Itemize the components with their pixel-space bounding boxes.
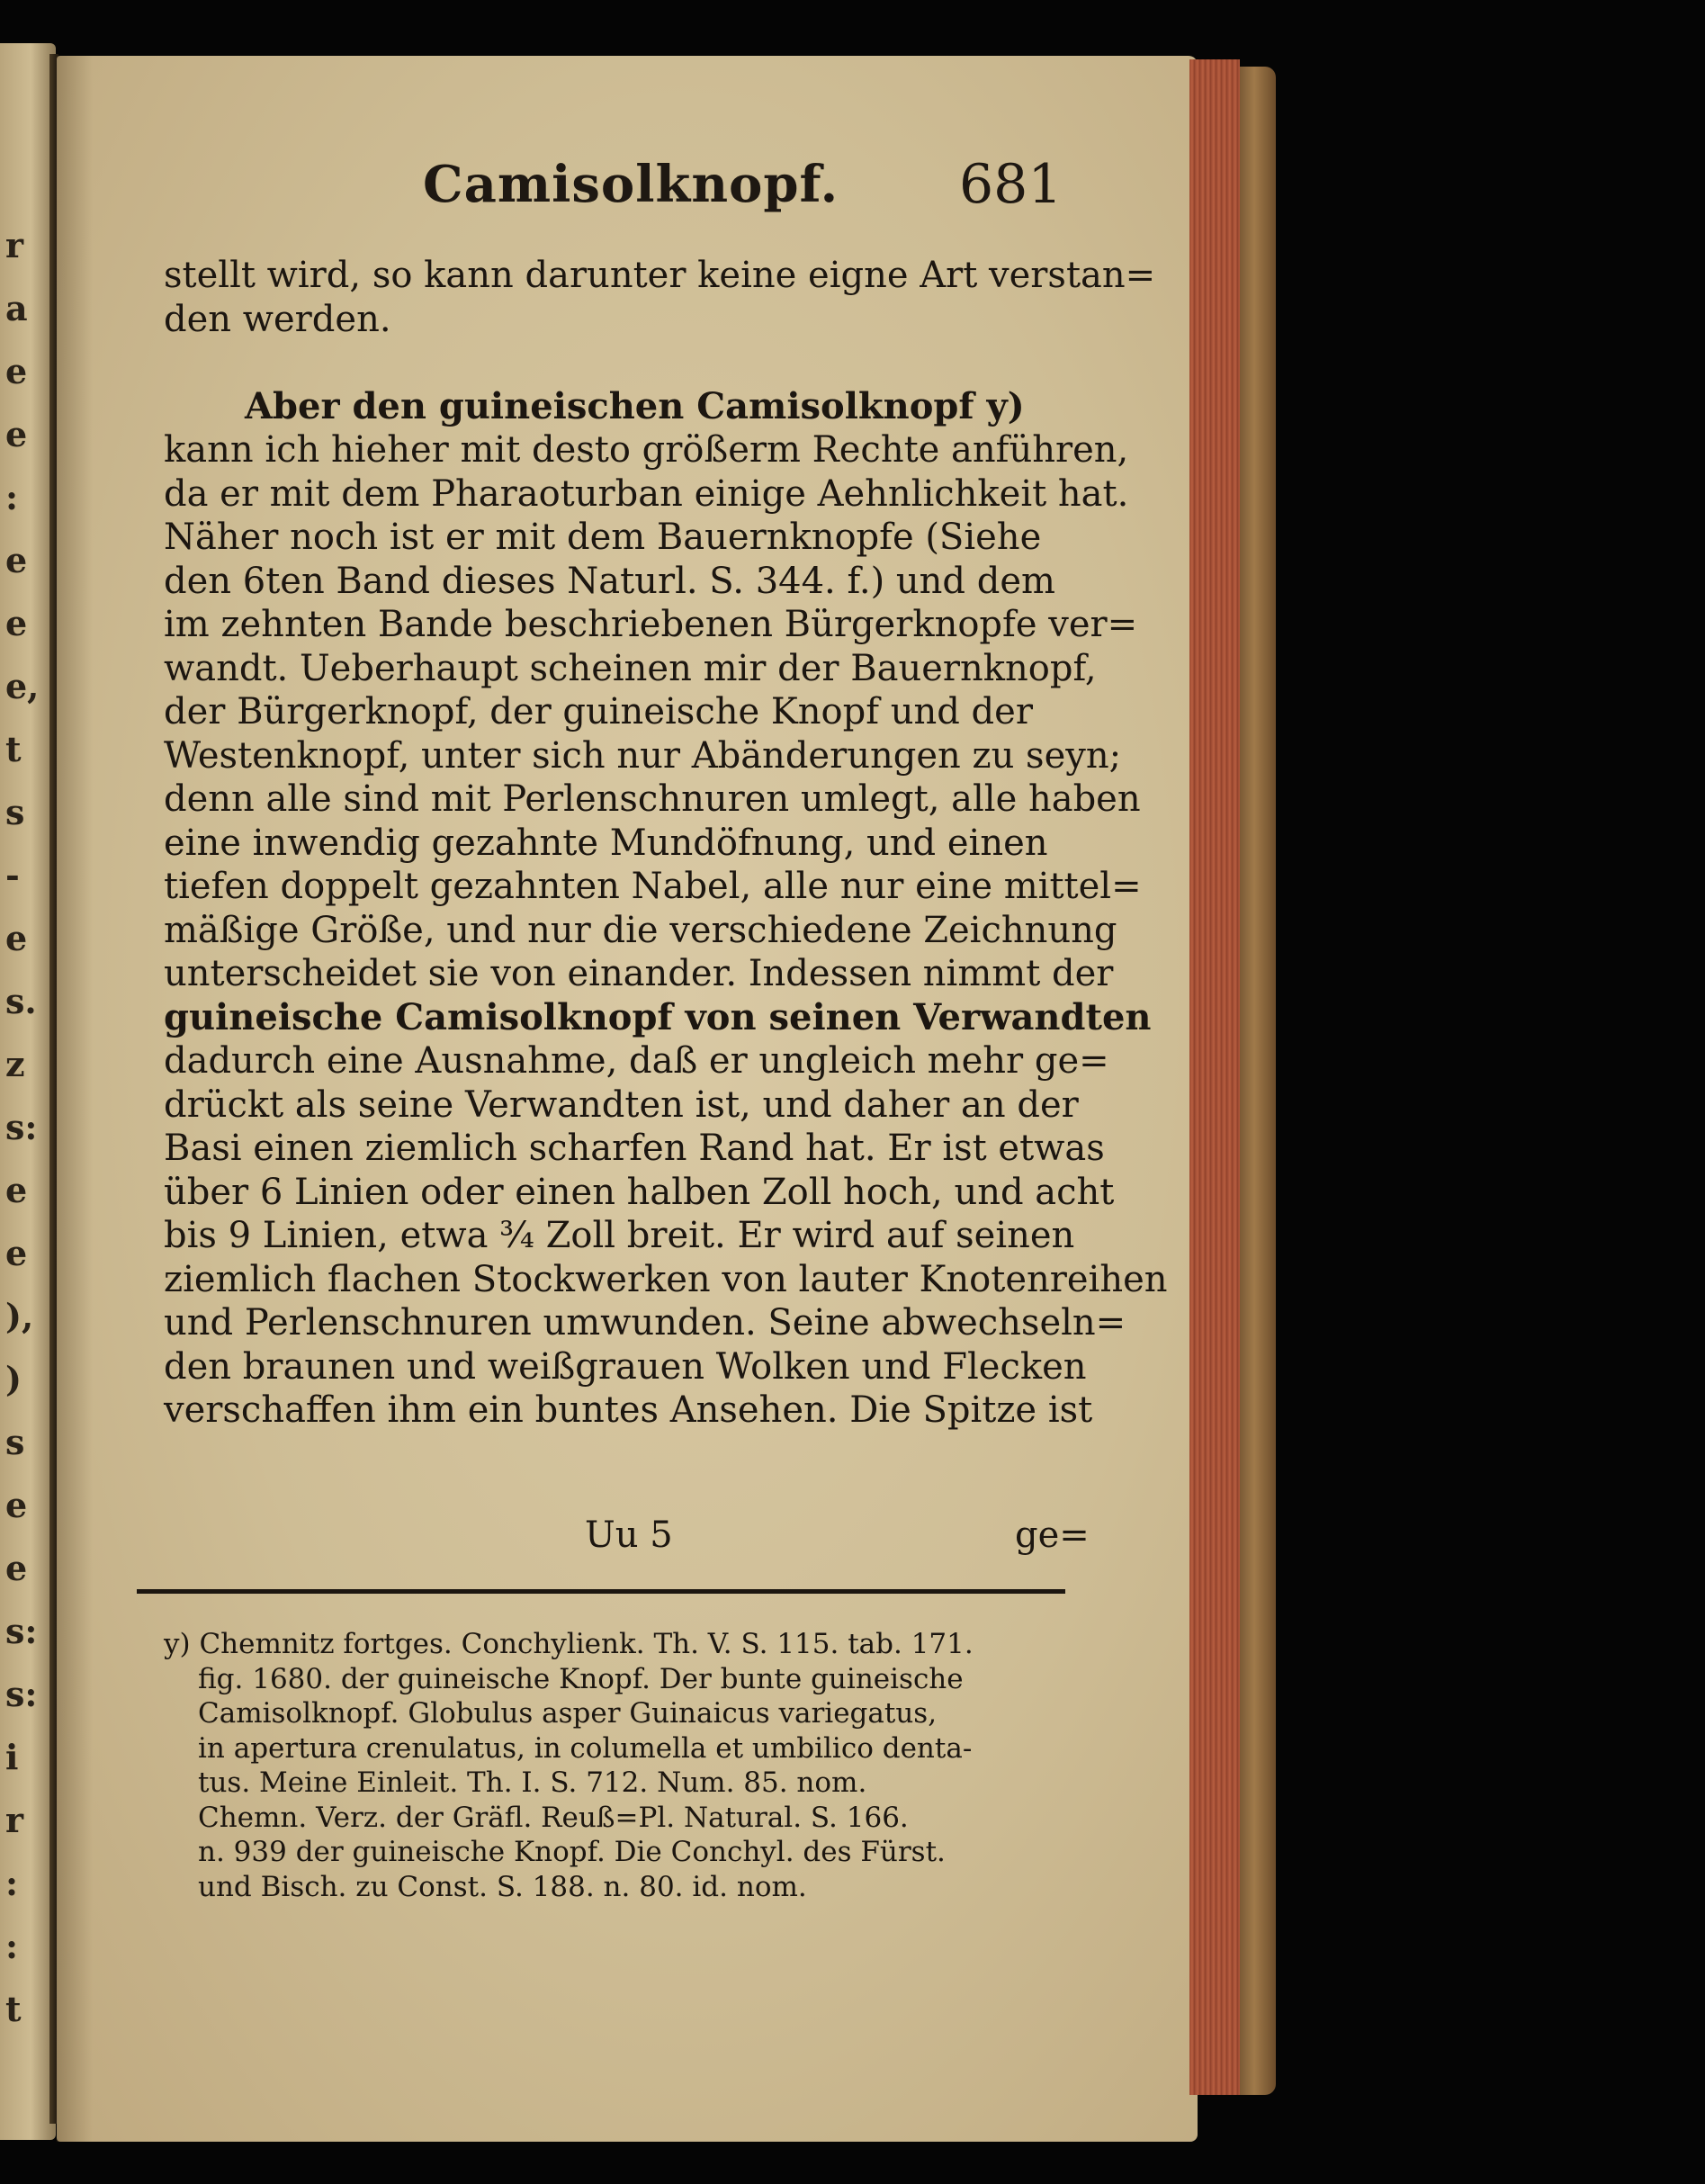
body-line: mäßige Größe, und nur die verschiedene Zeichnung	[164, 909, 1117, 951]
left-page-fragment: i	[5, 1737, 19, 1777]
body-line: drückt als seine Verwandten ist, und daher an der	[164, 1083, 1079, 1126]
footnote	[164, 1627, 1072, 1904]
left-page-fragment: -	[5, 855, 20, 895]
body-line: der Bürgerknopf, der guineische Knopf und der	[164, 691, 1033, 732]
left-page-fragment: e	[5, 540, 28, 580]
body-line: im zehnten Bande beschriebenen Bürgerknopfe ver=	[164, 604, 1138, 645]
footnote-line: n. 939 der guineische Knopf. Die Conchyl. des Fürst.	[198, 1836, 946, 1868]
left-page-sliver	[0, 43, 56, 2140]
page-edge-red	[1189, 59, 1240, 2095]
left-page-fragment: s	[5, 1422, 25, 1462]
footnote-line: fig. 1680. der guineische Knopf. Der bunte guineische	[198, 1662, 964, 1695]
body-text	[164, 254, 1168, 1433]
left-page-fragment: :	[5, 477, 19, 517]
body-line: den 6ten Band dieses Naturl. S. 344. f.) und dem	[164, 560, 1055, 602]
body-line: da er mit dem Pharaoturban einige Aehnlichkeit hat.	[164, 472, 1129, 515]
body-line-blank	[164, 341, 1063, 385]
left-page-fragment: r	[5, 1800, 24, 1840]
book-cover-edge	[1240, 67, 1276, 2095]
footnote-line: und Bisch. zu Const. S. 188. n. 80. id. nom.	[198, 1870, 807, 1903]
left-page-fragment: )	[5, 1359, 22, 1399]
page-fold-shadow	[57, 56, 93, 2142]
left-page-fragment: e	[5, 1485, 28, 1525]
left-page-fragment: s:	[5, 1611, 38, 1651]
body-line: Westenknopf, unter sich nur Abänderungen zu seyn;	[164, 734, 1122, 777]
body-line: bis 9 Linien, etwa ¾ Zoll breit. Er wird auf seinen	[164, 1215, 1075, 1256]
body-line: eine inwendig gezahnte Mundöfnung, und einen	[164, 822, 1048, 864]
left-page-fragment: e	[5, 1170, 28, 1210]
left-page-fragment: s:	[5, 1107, 38, 1147]
left-page-fragment: e	[5, 1233, 28, 1273]
left-page-fragment: e	[5, 1548, 28, 1588]
body-line: Näher noch ist er mit dem Bauernknopfe (Siehe	[164, 517, 1042, 558]
body-line: kann ich hieher mit desto größerm Rechte anführen,	[164, 429, 1129, 471]
body-line: guineische Camisolknopf von seinen Verwandten	[164, 995, 1152, 1038]
body-line: und Perlenschnuren umwunden. Seine abwechseln=	[164, 1302, 1126, 1344]
body-line: über 6 Linien oder einen halben Zoll hoch, und acht	[164, 1171, 1115, 1213]
left-page-fragment: :	[5, 1926, 19, 1966]
left-page-fragment: e	[5, 414, 28, 454]
body-line: den braunen und weißgrauen Wolken und Flecken	[164, 1345, 1087, 1388]
left-page-fragment: e	[5, 603, 28, 643]
footnote-line: tus. Meine Einleit. Th. I. S. 712. Num. 85. nom.	[198, 1766, 867, 1799]
left-page-fragment: a	[5, 288, 28, 328]
footnote-line: in apertura crenulatus, in columella et umbilico denta-	[198, 1731, 973, 1765]
left-page-fragment: ),	[5, 1296, 34, 1336]
body-line-paragraph-start: Aber den guineischen Camisolknopf y)	[245, 384, 1025, 427]
left-page-fragment: s.	[5, 981, 37, 1021]
body-line: stellt wird, so kann darunter keine eigne Art verstan=	[164, 255, 1156, 296]
left-page-fragment: s:	[5, 1674, 38, 1714]
running-head: Camisolknopf.	[423, 155, 839, 214]
left-page-fragment: e	[5, 351, 28, 391]
signature-mark: Uu 5	[585, 1514, 673, 1556]
body-line: unterscheidet sie von einander. Indessen nimmt der	[164, 953, 1114, 994]
footnote-line: y) Chemnitz fortges. Conchylienk. Th. V. S. 115. tab. 171.	[164, 1628, 974, 1660]
body-line: dadurch eine Ausnahme, daß er ungleich mehr ge=	[164, 1040, 1109, 1082]
left-page-fragment: t	[5, 1989, 22, 2029]
footnote-rule	[137, 1589, 1065, 1594]
left-page-fragment: :	[5, 1863, 19, 1903]
catchword: ge=	[1015, 1514, 1090, 1556]
body-line: wandt. Ueberhaupt scheinen mir der Bauernknopf,	[164, 647, 1097, 689]
body-line: den werden.	[164, 298, 391, 340]
footnote-line: Chemn. Verz. der Gräfl. Reuß=Pl. Natural. S. 166.	[198, 1801, 909, 1834]
body-line: ziemlich flachen Stockwerken von lauter Knotenreihen	[164, 1258, 1168, 1300]
left-page-fragment: e,	[5, 666, 40, 706]
page-number: 681	[959, 153, 1063, 216]
body-line: verschaffen ihm ein buntes Ansehen. Die Spitze ist	[164, 1389, 1093, 1431]
left-page-fragment: t	[5, 729, 22, 769]
left-page-fragment: s	[5, 792, 25, 832]
body-line: denn alle sind mit Perlenschnuren umlegt, alle haben	[164, 778, 1141, 820]
left-page-fragment: r	[5, 225, 24, 265]
left-page-fragment: z	[5, 1044, 25, 1084]
footnote-line: Camisolknopf. Globulus asper Guinaicus variegatus,	[198, 1697, 938, 1730]
left-page-fragment: e	[5, 918, 28, 958]
body-line: Basi einen ziemlich scharfen Rand hat. Er ist etwas	[164, 1128, 1105, 1169]
body-line: tiefen doppelt gezahnten Nabel, alle nur eine mittel=	[164, 866, 1142, 907]
